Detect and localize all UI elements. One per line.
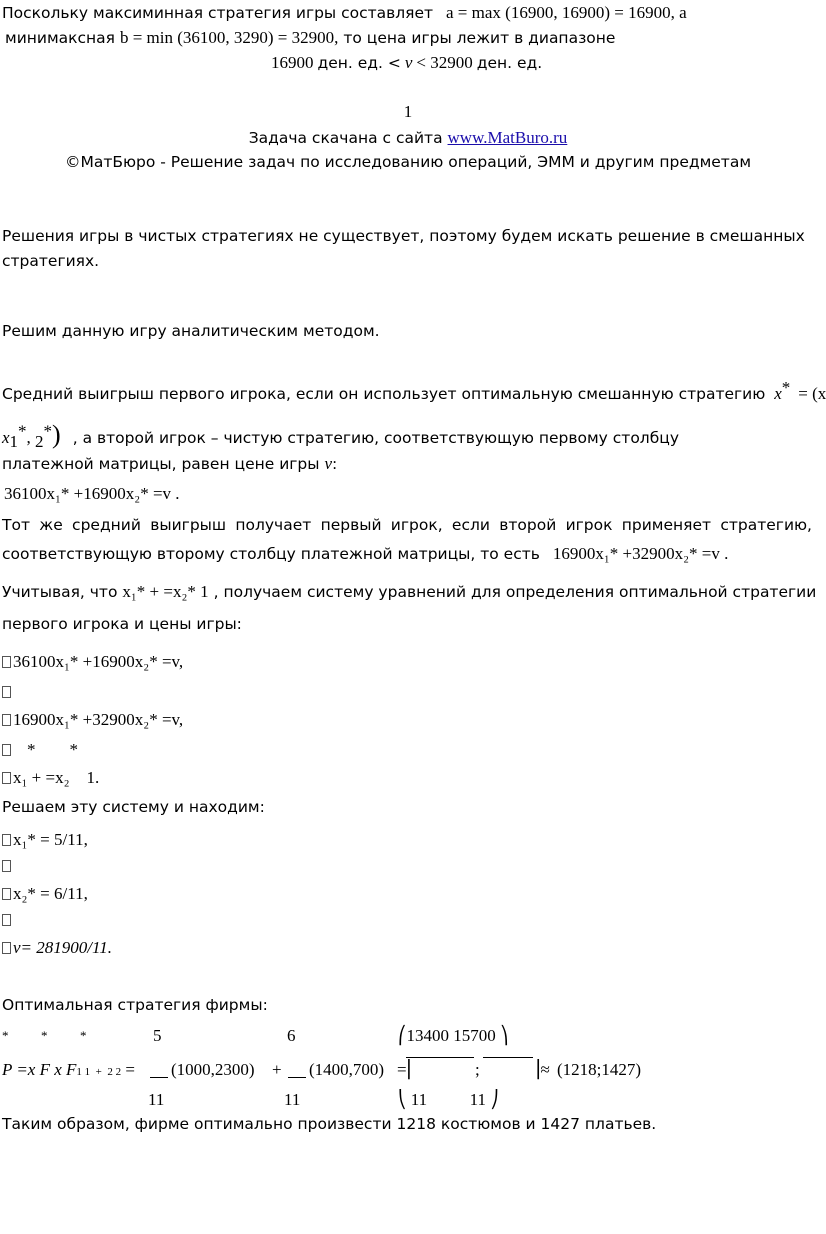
intro-line-1 — [2, 3, 687, 23]
para3-line1 — [2, 377, 826, 404]
x1-var: x — [2, 428, 10, 447]
eq-sign: = — [125, 1060, 135, 1079]
minimax-formula: b = min (36100, 3290) = 32900, — [119, 28, 339, 47]
brace-glyph-icon — [2, 744, 11, 756]
intro-line-2 — [5, 28, 615, 48]
sum-condition: x₁* + =x₂* 1 — [122, 582, 209, 601]
x-star: x — [774, 384, 782, 403]
comma: , — [26, 428, 36, 447]
vec2-text: (1400,700) — [309, 1060, 385, 1079]
formula-top-right: ⎛13400 15700 ⎞ — [398, 1026, 509, 1045]
result-vector: (1218;1427) — [557, 1060, 642, 1079]
vec2 — [309, 1060, 384, 1080]
para3-text-2: , а второй игрок – чистую стратегию, соответствующую первому столбцу — [72, 429, 679, 447]
eq-paren: = (x — [798, 384, 826, 403]
range-unit-2: ден. ед. — [476, 54, 543, 72]
solve-label: Решаем эту систему и находим: — [2, 798, 265, 816]
brace-glyph-icon — [2, 772, 11, 784]
eq-box: =⎜ — [397, 1060, 416, 1079]
x1-sup: * — [18, 421, 27, 441]
para4-line2 — [2, 544, 728, 564]
vec1-text: (1000,2300) — [171, 1060, 255, 1079]
source-label: Задача скачана с сайта — [248, 129, 443, 147]
brace-glyph-icon — [2, 686, 11, 698]
system1-stars — [2, 740, 78, 760]
para5-line1 — [2, 582, 816, 602]
system2-s2 — [2, 884, 88, 904]
v-var: v — [324, 454, 332, 473]
range-unit-1: ден. ед. < — [317, 54, 401, 72]
p-subs: 1 1 + 2 2 — [76, 1066, 122, 1078]
eq-c-text: x₁ + =x₂ 1. — [13, 768, 100, 787]
brace-glyph-icon — [2, 834, 11, 846]
fraction-bar-2 — [483, 1057, 533, 1058]
fraction-line-5 — [150, 1077, 168, 1078]
para3-text: Средний выигрыш первого игрока, если он использует оптимальную смешанную стратегию — [2, 385, 766, 403]
source-link[interactable]: www.MatBuro.ru — [447, 128, 568, 147]
range-low: 16900 — [271, 53, 314, 72]
formula-top-6: 6 — [287, 1026, 296, 1045]
para3-text-3: платежной матрицы, равен цене игры — [2, 455, 320, 473]
page-number: 1 — [403, 102, 413, 121]
para2: Решим данную игру аналитическим методом. — [2, 322, 380, 340]
intro-text-2: минимаксная — [5, 29, 116, 47]
para4-line1: Тот же средний выигрыш получает первый игрок, если второй игрок применяет стратегию, — [2, 516, 812, 534]
para5-line2: первого игрока и цены игры: — [2, 615, 242, 633]
system2-s1 — [2, 830, 88, 850]
formula-main — [2, 1060, 135, 1080]
approx: ⎟≈ — [532, 1060, 550, 1079]
system2-brace-2 — [2, 910, 13, 930]
equation-2: 16900x₁* +32900x₂* =v . — [552, 544, 729, 563]
price-range — [271, 53, 542, 73]
brace-glyph-icon — [2, 656, 11, 668]
s2-text: x₂* = 6/11, — [13, 884, 88, 903]
para5-text-b: , получаем систему уравнений для определения оптимальной стратегии — [213, 583, 817, 601]
brace-glyph-icon — [2, 888, 11, 900]
para1-line1: Решения игры в чистых стратегиях не существует, поэтому будем искать решение в смешанных — [2, 227, 805, 245]
formula-top-stars: * * * — [2, 1028, 87, 1043]
brace-glyph-icon — [2, 942, 11, 954]
copyright: ©МатБюро - Решение задач по исследованию операций, ЭММ и другим предметам — [64, 153, 752, 171]
para4-text-2: соответствующую второму столбцу платежной матрицы, то есть — [2, 545, 540, 563]
vec1 — [171, 1060, 255, 1080]
system1-brace-1 — [2, 682, 13, 702]
system1-eq-c — [2, 768, 99, 788]
bot-right: ⎝ 11 11 ⎠ — [398, 1090, 499, 1109]
close-paren: ) — [52, 420, 61, 449]
system2-brace-1 — [2, 856, 13, 876]
brace-glyph-icon — [2, 914, 11, 926]
intro-tail: то цена игры лежит в диапазоне — [343, 29, 616, 47]
source-line — [0, 128, 816, 148]
fraction-bar-1 — [406, 1057, 474, 1058]
intro-text: Поскольку максиминная стратегия игры составляет — [2, 4, 434, 22]
stars-text: * * — [27, 740, 78, 759]
range-high: < 32900 — [416, 53, 473, 72]
maximin-formula: a = max (16900, 16900) = 16900, а — [446, 3, 687, 22]
brace-glyph-icon — [2, 714, 11, 726]
system1-eq-a — [2, 652, 183, 672]
formula-top-5: 5 — [153, 1026, 162, 1045]
bot-11a: 11 — [148, 1090, 165, 1109]
eq-b-text: 16900x₁* +32900x₂* =v, — [13, 710, 184, 729]
colon: : — [332, 455, 338, 473]
brace-glyph-icon — [2, 860, 11, 872]
star-mark: * — [781, 377, 791, 397]
para5-text: Учитывая, что — [2, 583, 118, 601]
p-expression: P =x F x F — [2, 1060, 77, 1079]
para3-line2 — [2, 420, 679, 452]
system2-s3 — [2, 938, 112, 958]
s3-text: v= 281900/11. — [13, 938, 112, 957]
eq-a-text: 36100x₁* +16900x₂* =v, — [13, 652, 184, 671]
plus-sign: + — [272, 1060, 282, 1079]
semicolon: ; — [475, 1060, 480, 1079]
range-v: v — [404, 53, 413, 72]
para3-line3 — [2, 454, 337, 474]
conclusion: Таким образом, фирме оптимально произвести 1218 костюмов и 1427 платьев. — [2, 1115, 657, 1133]
system1-eq-b — [2, 710, 183, 730]
x1-sub: 1 — [9, 432, 19, 452]
equation-1: 36100x₁* +16900x₂* =v . — [4, 484, 180, 503]
optimal-label: Оптимальная стратегия фирмы: — [2, 996, 268, 1014]
s1-text: x₁* = 5/11, — [13, 830, 88, 849]
fraction-line-6 — [288, 1077, 306, 1078]
x2-sup: * — [43, 421, 53, 441]
x2-sub: 2 — [35, 432, 44, 452]
bot-11b: 11 — [284, 1090, 301, 1109]
para1-line2: стратегиях. — [2, 252, 100, 270]
